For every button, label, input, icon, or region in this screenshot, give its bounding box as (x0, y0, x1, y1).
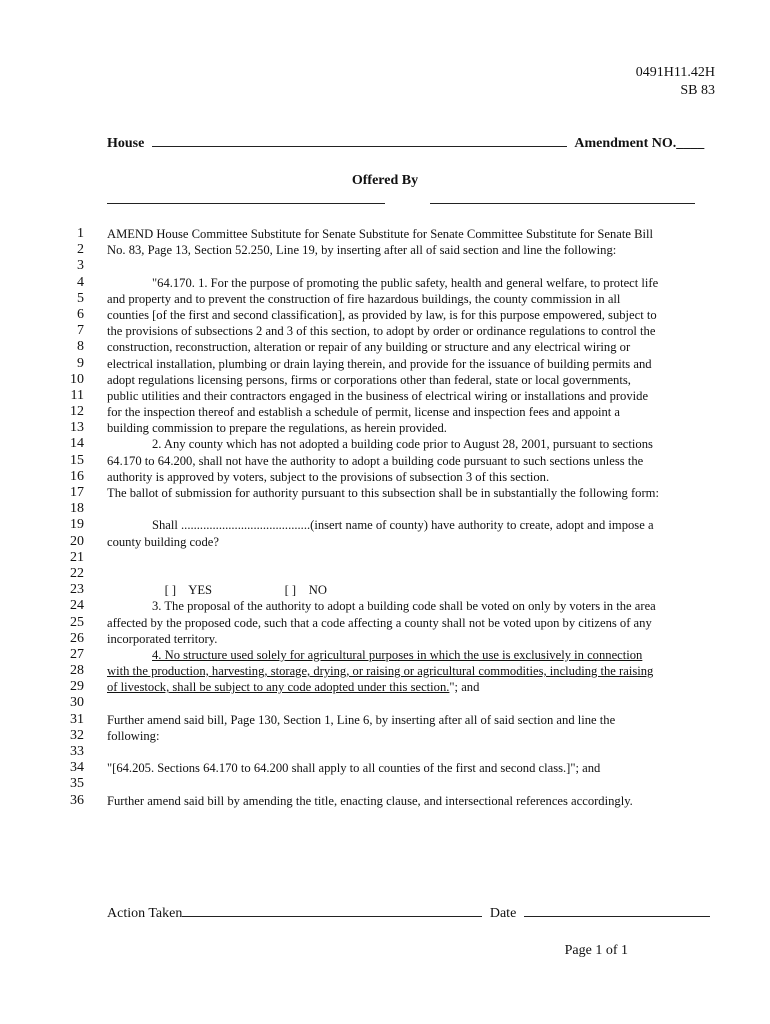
line-29 (107, 679, 713, 695)
line-28 (107, 663, 713, 679)
line-number: 10 (70, 371, 84, 387)
amendment-body (107, 226, 713, 809)
line-number: 24 (70, 598, 84, 614)
line-5: and property and to prevent the construction of fire hazardous buildings, the county commission in all (107, 291, 621, 306)
line-number: 17 (70, 485, 84, 500)
line-number: 25 (70, 614, 84, 630)
document-id: 0491H11.42H (635, 65, 715, 80)
line-number: 4 (77, 274, 84, 290)
line-number: 23 (70, 582, 84, 598)
line-number: 2 (77, 242, 84, 258)
line-26: incorporated territory. (107, 631, 218, 646)
line-15: 64.170 to 64.200, shall not have the authority to adopt a building code pursuant to such sections unless the (107, 453, 644, 468)
line-number: 20 (70, 533, 84, 549)
line-number: 9 (77, 355, 84, 371)
action-taken-line (182, 916, 482, 917)
yes-option: [ ] YES (164, 583, 213, 598)
line-27 (107, 647, 713, 663)
offered-by-label: Offered By (351, 173, 419, 188)
line-29-tail: "; and (449, 680, 480, 695)
line-number: 29 (70, 679, 84, 695)
line-number: 32 (70, 727, 84, 743)
line-number: 7 (77, 323, 84, 339)
line-number: 36 (70, 792, 84, 808)
line-number: 1 (77, 226, 84, 241)
line-number: 34 (70, 760, 84, 776)
line-14: 2. Any county which has not adopted a building code prior to August 28, 2001, pursuant to sections (152, 437, 653, 452)
line-number: 27 (70, 646, 84, 662)
sponsor-line-left (107, 203, 385, 204)
line-21 (107, 550, 713, 566)
line-number: 31 (70, 711, 84, 727)
line-19: Shall .........................................(insert name of county) have authority to create, adopt and impose a (152, 518, 654, 533)
line-22 (107, 566, 713, 598)
inserted-text-27: 4. No structure used solely for agricultural purposes in which the use is exclusively in connection (152, 647, 643, 662)
line-1: AMEND House Committee Substitute for Senate Substitute for Senate Committee Substitute for Senate Bill (107, 227, 654, 241)
line-12: for the inspection thereof and establish a schedule of permit, license and inspection fees and appoint a (107, 405, 621, 420)
line-2: No. 83, Page 13, Section 52.250, Line 19, by inserting after all of said section and line the following: (107, 243, 617, 258)
bill-number: SB 83 (680, 83, 715, 98)
line-number: 12 (70, 404, 84, 420)
line-20: county building code? (107, 534, 219, 549)
line-number: 11 (70, 387, 84, 403)
line-number: 3 (77, 258, 84, 274)
line-3 (107, 258, 713, 274)
line-24: 3. The proposal of the authority to adopt a building code shall be voted on only by voters in the area (152, 599, 656, 614)
line-number: 21 (70, 549, 84, 565)
line-25: affected by the proposed code, such that a code affecting a county shall not be voted upon by citizens of any (107, 615, 652, 630)
line-number: 5 (77, 290, 84, 306)
action-row (107, 906, 715, 922)
line-number: 15 (70, 452, 84, 468)
line-number: 6 (77, 306, 84, 322)
line-number: 30 (70, 695, 84, 711)
line-number: 8 (77, 339, 84, 355)
line-8: construction, reconstruction, alteration or repair of any building or structure and any electrical wiring or (107, 340, 631, 355)
date-label: Date (489, 906, 517, 921)
line-9: electrical installation, plumbing or drain laying therein, and provide for the issuance of building permits and (107, 356, 652, 371)
date-line (524, 916, 710, 917)
line-13: building commission to prepare the regulations, as herein provided. (107, 421, 447, 436)
no-option: [ ] NO (284, 583, 327, 598)
line-32: following: (107, 728, 160, 743)
line-number: 13 (70, 420, 84, 436)
amendment-label: Amendment NO.____ (574, 136, 705, 151)
line-number: 14 (70, 436, 84, 452)
inserted-text-29: of livestock, shall be subject to any code adopted under this section. (107, 680, 450, 695)
line-17: The ballot of submission for authority pursuant to this subsection shall be in substantially the following form: (107, 486, 659, 500)
line-number: 26 (70, 630, 84, 646)
line-6: counties [of the first and second classification], as provided by law, is for this purpose empowered, subject to (107, 307, 657, 322)
line-number: 33 (70, 744, 84, 759)
line-number: 35 (70, 776, 84, 792)
line-30 (107, 695, 713, 711)
line-33 (107, 744, 713, 760)
line-31: Further amend said bill, Page 130, Section 1, Line 6, by inserting after all of said section and line the (107, 712, 616, 727)
line-34: "[64.205. Sections 64.170 to 64.200 shall apply to all counties of the first and second class.]"; and (107, 761, 601, 776)
line-number: 16 (70, 468, 84, 484)
line-16: authority is approved by voters, subject to the provisions of subsection 3 of this section. (107, 469, 550, 484)
line-11: public utilities and their contractors engaged in the business of electrical wiring or installations and provide (107, 388, 649, 403)
house-blank-line (152, 146, 567, 147)
action-taken-label: Action Taken (107, 906, 183, 921)
line-numbers (58, 226, 84, 809)
line-number: 28 (70, 663, 84, 679)
line-10: adopt regulations licensing persons, firms or corporations other than federal, state or local governments, (107, 372, 631, 387)
inserted-text-28: with the production, harvesting, storage, drying, or raising or agricultural commodities, including the raising (107, 664, 654, 679)
line-18 (107, 501, 713, 517)
line-35 (107, 776, 713, 792)
line-7: the provisions of subsections 2 and 3 of this section, to adopt by order or ordinance regulations to control the (107, 324, 656, 339)
title-row (107, 136, 712, 152)
sponsor-line-right (430, 203, 695, 204)
house-label: House (107, 136, 145, 151)
line-4: "64.170. 1. For the purpose of promoting the public safety, health and general welfare, to protect life (152, 275, 659, 290)
line-number: 22 (70, 565, 84, 581)
page-number: Page 1 of 1 (564, 943, 628, 958)
line-number: 19 (70, 517, 84, 533)
line-36: Further amend said bill by amending the title, enacting clause, and intersectional references accordingly. (107, 793, 633, 808)
line-number: 18 (70, 501, 84, 517)
